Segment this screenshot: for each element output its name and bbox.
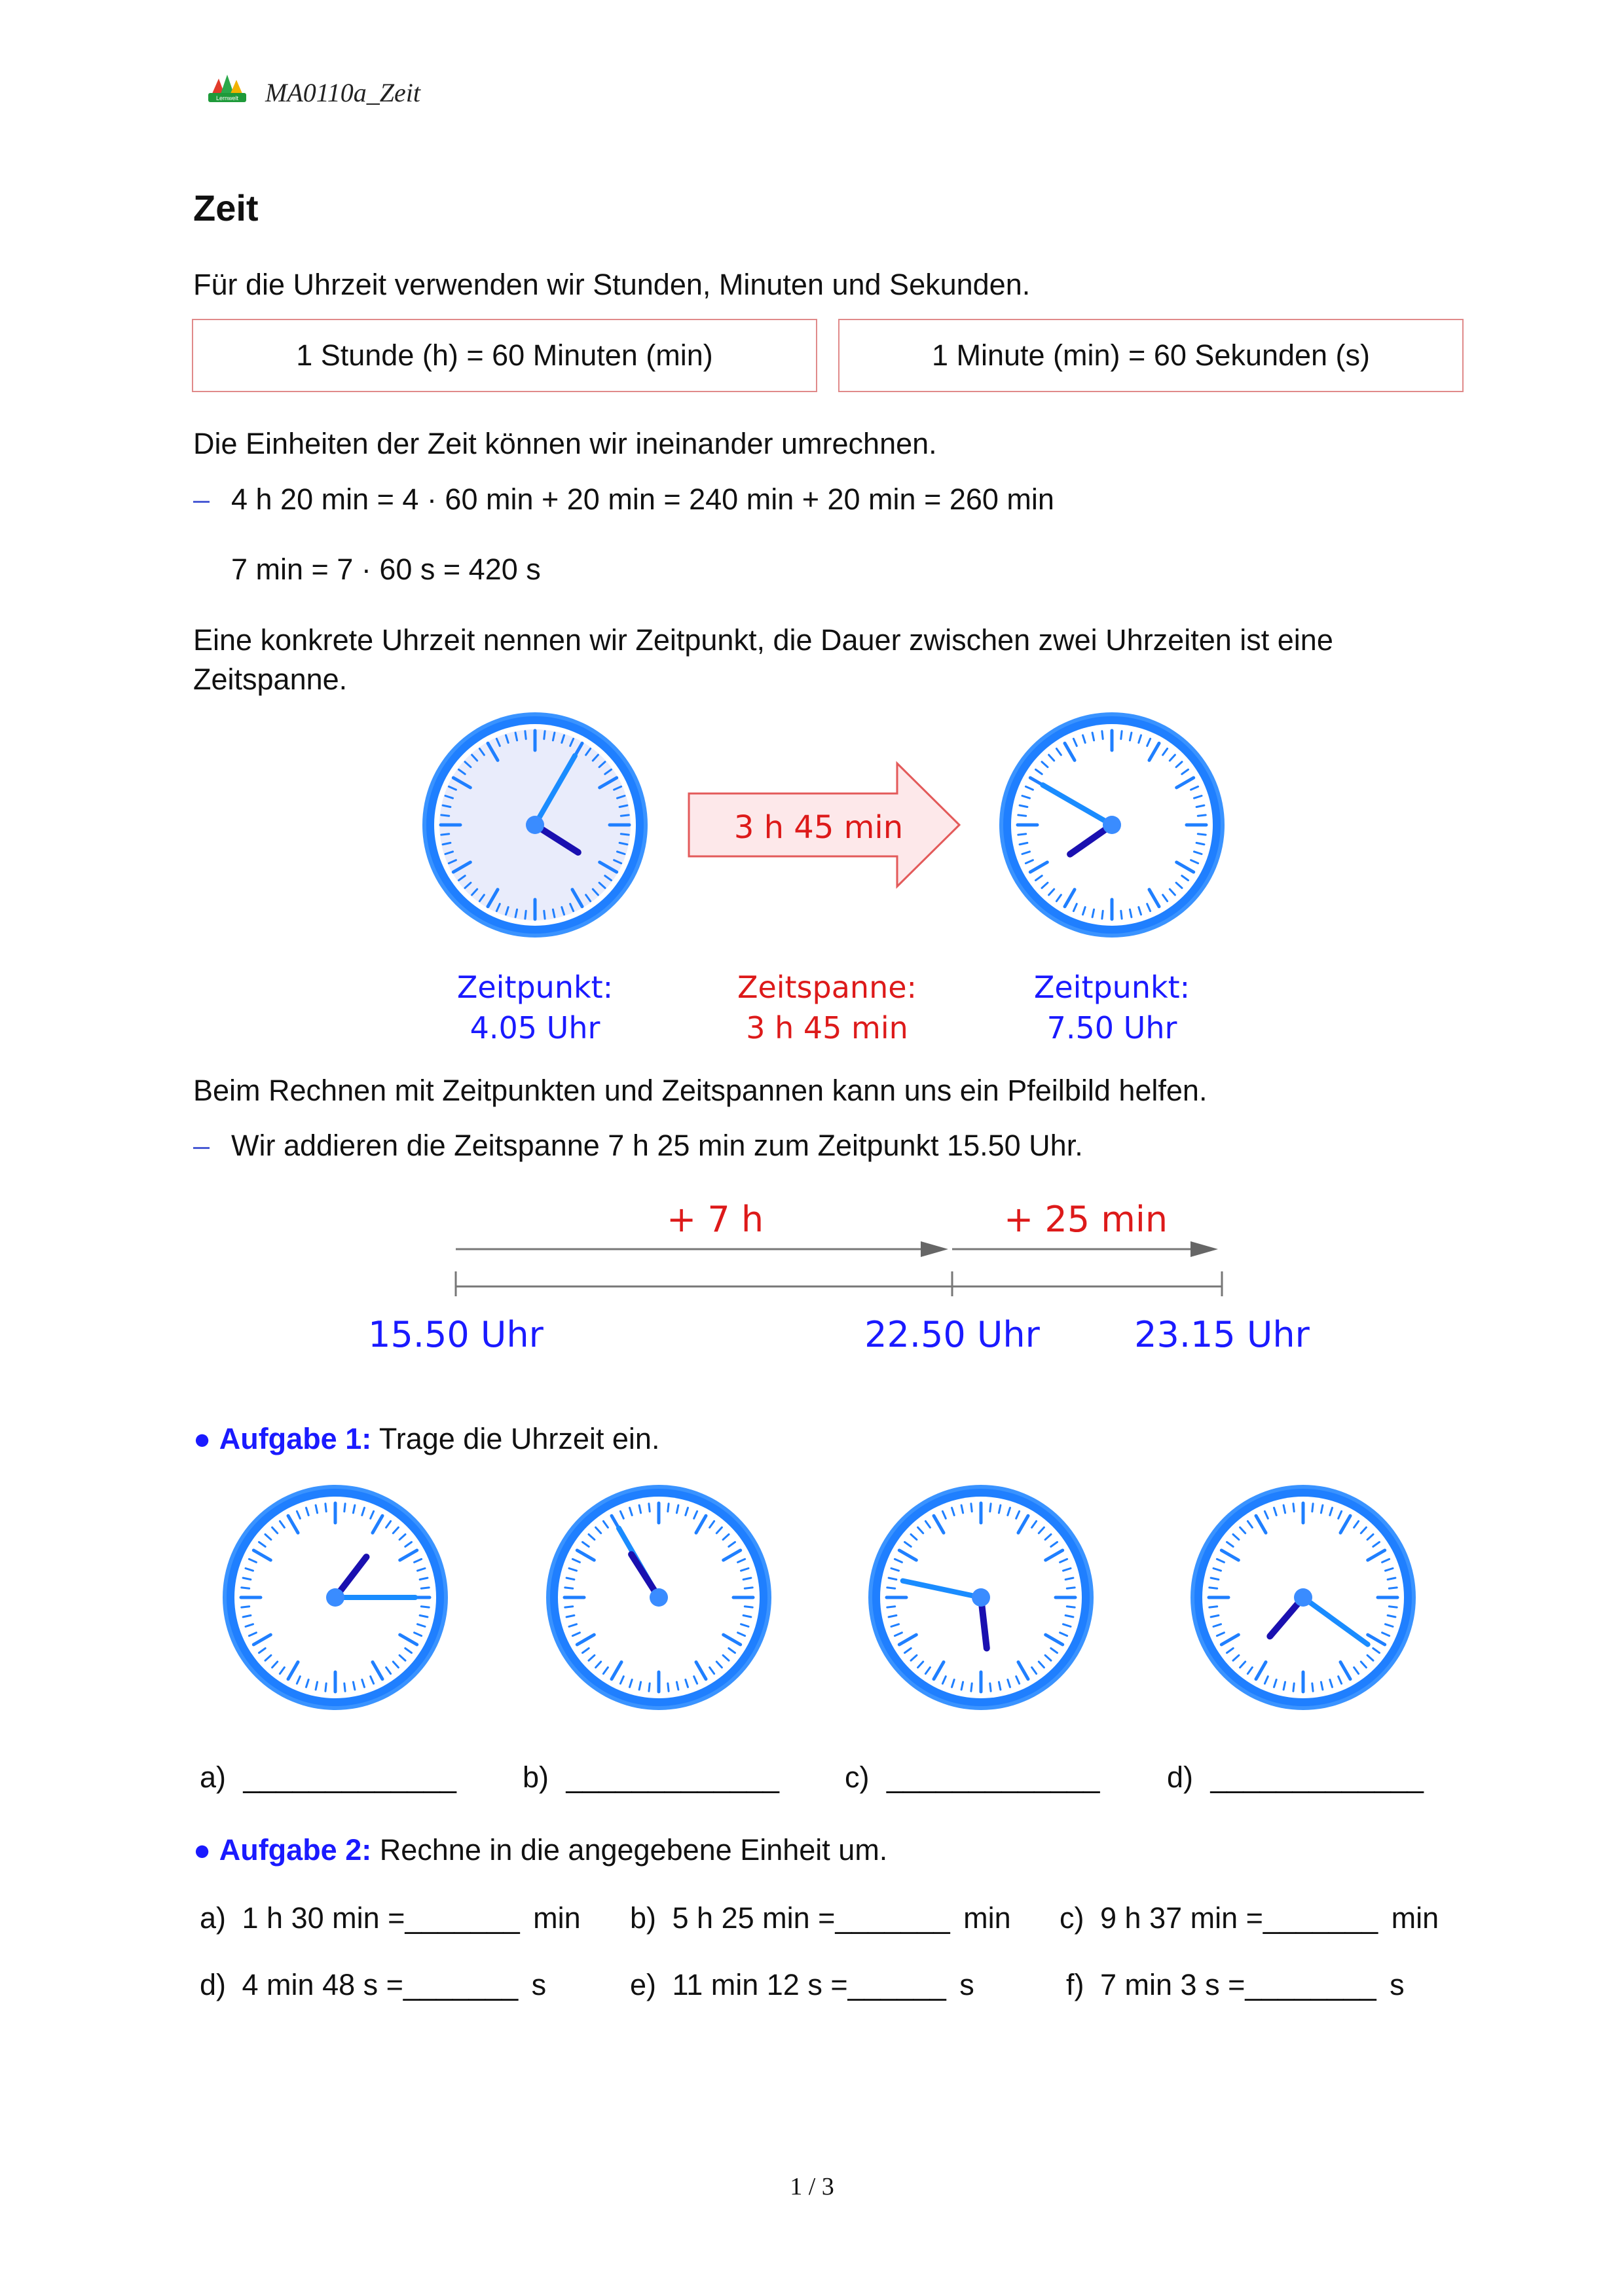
item-blank[interactable]: _______ [405,1901,520,1935]
answer-letter: c) [845,1760,870,1794]
dash-marker: – [193,483,210,516]
minute-tick [344,1504,345,1512]
item-expr: 11 min 12 s = [672,1968,848,2001]
answer-blank[interactable]: _____________ [1210,1760,1424,1794]
clock-center [1103,816,1121,834]
task1-heading [193,1419,659,1459]
minute-tick [649,1683,650,1691]
minute-tick [525,731,526,739]
item-unit: s [531,1968,547,2001]
answer-letter: d) [1167,1760,1194,1794]
clock-end [999,712,1225,938]
answer-blank[interactable]: _____________ [887,1760,1100,1794]
concept-text-line2: Zeitspanne. [193,663,348,696]
convert-example-2: 7 min = 7 · 60 s = 420 s [231,553,541,586]
task2-heading [193,1831,887,1870]
answer-letter: b) [523,1760,549,1794]
minute-tick [1102,911,1103,919]
answer-blank[interactable]: _____________ [566,1760,779,1794]
task1-answer-a [200,1758,456,1797]
minute-tick [1102,731,1103,739]
item-expr: 1 h 30 min = [242,1901,405,1935]
clock-start [422,712,648,938]
item-expr: 5 h 25 min = [672,1901,836,1935]
task1-label: Aufgabe 1: [219,1422,372,1455]
item-unit: s [1390,1968,1405,2001]
minute-tick [668,1683,669,1691]
arrow-label: 3 h 45 min [733,809,904,846]
clock-center [1294,1588,1312,1607]
arrow-step1-head [921,1241,948,1257]
task2-text: Rechne in die angegebene Einheit um. [379,1833,888,1867]
item-blank[interactable]: _______ [835,1901,950,1935]
task1-bullet: ● [193,1422,212,1455]
task2-label: Aufgabe 2: [219,1833,372,1867]
minute-tick [441,815,449,816]
answer-letter: a) [200,1760,227,1794]
minute-tick [1293,1683,1294,1691]
task1-answer-c [845,1758,1099,1797]
start-label-title: Zeitpunkt: [456,970,614,1005]
lernwelt-logo [207,73,248,107]
task2-item-a [200,1899,581,1938]
item-letter: d) [200,1968,227,2001]
clock-center [326,1588,344,1607]
item-unit: min [963,1901,1011,1935]
clock-center [526,816,544,834]
arrowdiagram-example: Wir addieren die Zeitspanne 7 h 25 min zum Zeitpunkt 15.50 Uhr. [231,1129,1083,1162]
minute-tick [1121,911,1122,919]
minute-tick [441,834,449,835]
minute-tick [668,1504,669,1512]
minute-tick [649,1504,650,1512]
step1-label: + 7 h [667,1199,764,1240]
minute-tick [1018,834,1026,835]
page-title: Zeit [193,187,259,228]
document-id: MA0110a_Zeit [265,78,421,107]
clock-center [972,1588,990,1607]
dash-marker-2: – [193,1129,210,1162]
minute-tick [544,911,545,919]
concept-text-line1: Eine konkrete Uhrzeit nennen wir Zeitpunkt, die Dauer zwischen zwei Uhrzeiten ist eine [193,623,1333,657]
convert-example-1: 4 h 20 min = 4 · 60 min + 20 min = 240 min + 20 min = 260 min [231,483,1054,516]
item-letter: b) [630,1901,657,1935]
arrow-step2-head [1190,1241,1218,1257]
task2-item-e [630,1965,974,2005]
time-mid: 22.50 Uhr [864,1314,1040,1355]
minute-tick [971,1504,972,1512]
span-label-title: Zeitspanne: [737,970,917,1005]
task1-clock-a [223,1485,448,1710]
minute-tick [990,1504,991,1512]
task1-clocks [216,1480,1434,1715]
item-unit: min [1391,1901,1439,1935]
item-letter: f) [1066,1968,1084,2001]
item-expr: 9 h 37 min = [1100,1901,1263,1935]
minute-tick [344,1683,345,1691]
minute-tick [1293,1504,1294,1512]
convert-text: Die Einheiten der Zeit können wir ineinander umrechnen. [193,427,937,460]
minute-tick [1198,815,1206,816]
item-expr: 4 min 48 s = [242,1968,403,2001]
minute-tick [325,1683,326,1691]
clock-center [650,1588,668,1607]
item-letter: a) [200,1901,227,1935]
task2-item-f [1066,1965,1405,2005]
item-blank[interactable]: ________ [1245,1968,1376,2001]
svg-text:Lernwelt: Lernwelt [215,95,239,101]
minute-tick [325,1504,326,1512]
time-start: 15.50 Uhr [368,1314,544,1355]
minute-tick [1198,834,1206,835]
item-letter: c) [1060,1901,1084,1935]
minute-tick [1121,731,1122,739]
minute-tick [621,815,629,816]
task2-bullet: ● [193,1833,212,1867]
step2-label: + 25 min [1004,1199,1168,1240]
item-letter: e) [630,1968,657,2001]
item-blank[interactable]: _______ [1263,1901,1378,1935]
span-label-value: 3 h 45 min [746,1010,908,1046]
task1-clock-c [868,1485,1094,1710]
definition-box-hour: 1 Stunde (h) = 60 Minuten (min) [192,319,817,392]
task2-item-d [200,1965,546,2005]
minute-tick [1312,1504,1313,1512]
end-label-title: Zeitpunkt: [1033,970,1190,1005]
start-label-time: 4.05 Uhr [470,1010,600,1046]
definition-box-minute: 1 Minute (min) = 60 Sekunden (s) [838,319,1464,392]
minute-tick [621,834,629,835]
item-unit: min [533,1901,581,1935]
time-end: 23.15 Uhr [1134,1314,1310,1355]
task1-clock-d [1190,1485,1416,1710]
minute-tick [990,1683,991,1691]
arrowdiagram-text: Beim Rechnen mit Zeitpunkten und Zeitspannen kann uns ein Pfeilbild helfen. [193,1074,1208,1107]
task1-text: Trage die Uhrzeit ein. [378,1422,660,1455]
minute-tick [971,1683,972,1691]
minute-tick [1018,815,1026,816]
end-label-time: 7.50 Uhr [1046,1010,1177,1046]
item-expr: 7 min 3 s = [1100,1968,1246,2001]
item-unit: s [959,1968,974,2001]
minute-tick [544,731,545,739]
page-number: 1 / 3 [790,2173,834,2200]
item-blank[interactable]: _______ [403,1968,519,2001]
intro-text: Für die Uhrzeit verwenden wir Stunden, Minuten und Sekunden. [193,268,1031,301]
task1-clock-b [546,1485,771,1710]
item-blank[interactable]: ______ [847,1968,946,2001]
task1-answer-b [523,1758,779,1797]
minute-tick [1312,1683,1313,1691]
minute-tick [525,911,526,919]
answer-blank[interactable]: _____________ [243,1760,456,1794]
task2-item-c [1060,1899,1439,1938]
task2-item-b [630,1899,1011,1938]
task1-answer-d [1167,1758,1424,1797]
